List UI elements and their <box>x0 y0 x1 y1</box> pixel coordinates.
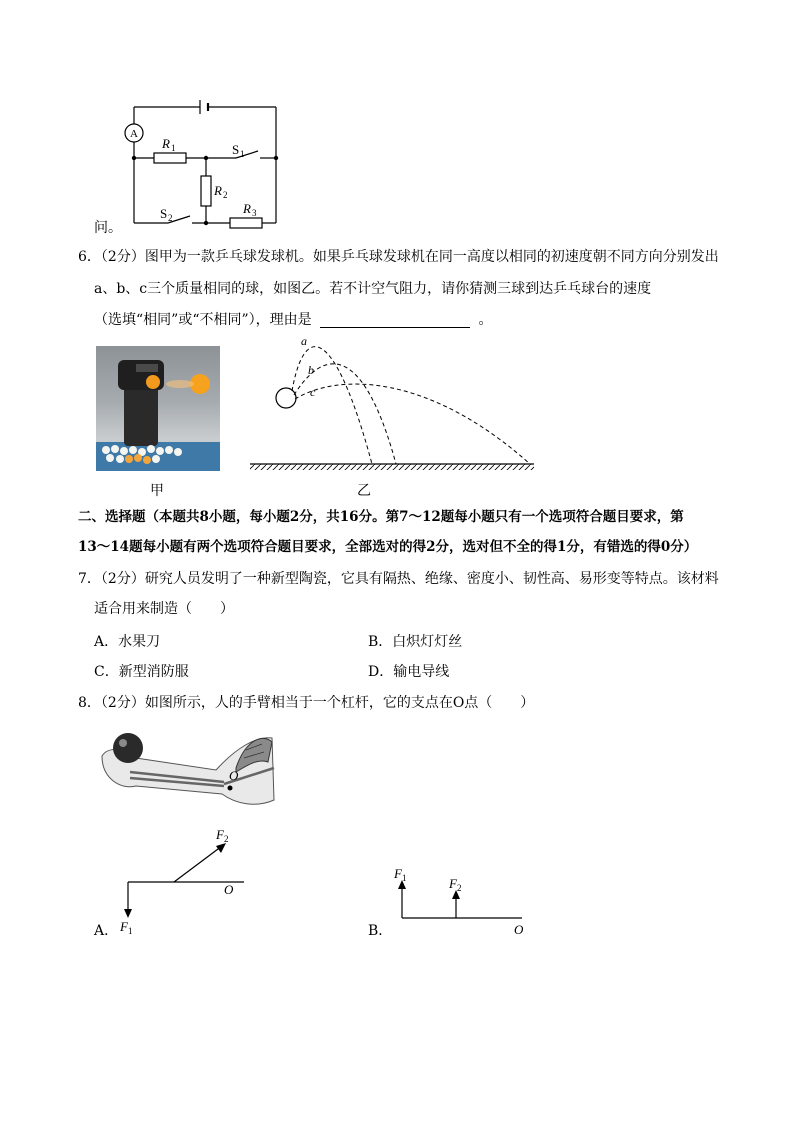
optA-f1-label: F <box>120 919 128 934</box>
s2-sub: 2 <box>168 213 173 223</box>
arm-lever-illustration <box>96 728 276 814</box>
arm-pivot-label: O <box>229 768 239 783</box>
resistor-r1 <box>154 153 186 163</box>
r3-sub: 3 <box>252 208 257 218</box>
trajectory-b <box>294 364 396 464</box>
q6-line1: 6．（2分）图甲为一款乒乓球发球机。如果乒乓球发球机在同一高度以相同的初速度朝不同方向分别发出 <box>78 249 719 265</box>
serve-machine-photo <box>96 346 220 471</box>
q6-line3-text: （选填“相同”或“不相同”），理由是 <box>94 312 312 328</box>
q7-line2: 适合用来制造（ ） <box>94 601 234 617</box>
optB-f2-label: F <box>449 876 457 891</box>
curve-label-a: a <box>301 334 307 348</box>
q8-option-b-diagram <box>388 862 538 936</box>
force-f1-arrow <box>124 909 132 918</box>
optB-o-label: O <box>514 922 524 936</box>
q7-line1: 7．（2分）研究人员发明了一种新型陶瓷，它具有隔热、绝缘、密度小、韧性高、易形变等特点。该材料 <box>78 571 719 587</box>
force-f2-arrow <box>216 843 226 853</box>
q8-option-b-prefix[interactable]: B． <box>368 923 393 939</box>
section2-line2: 13～14题每小题有两个选项符合题目要求，全部选对的得2分，选对但不全的得1分，有错选的得0分） <box>78 539 698 555</box>
q8-option-a-prefix[interactable]: A． <box>94 923 119 939</box>
r2-sub: 2 <box>223 190 228 200</box>
circuit-tail-text: 问。 <box>94 220 122 236</box>
q8-line1: 8．（2分）如图所示，人的手臂相当于一个杠杆，它的支点在O点（ ） <box>78 695 535 711</box>
q7-option-c[interactable]: C．新型消防服 <box>94 664 189 680</box>
r2-label: R <box>214 183 222 198</box>
launch-ball <box>276 388 296 408</box>
s2-label: S <box>160 206 168 221</box>
trajectory-diagram <box>248 333 538 475</box>
resistor-r3 <box>230 218 262 228</box>
ammeter-label: A <box>130 128 138 140</box>
q7-option-b[interactable]: B．白炽灯灯丝 <box>368 634 463 650</box>
r1-sub: 1 <box>171 143 176 153</box>
q6-line2: a、b、c三个质量相同的球，如图乙。若不计空气阻力，请你猜测三球到达乒乓球台的速度 <box>94 281 652 297</box>
r1-label: R <box>162 136 170 151</box>
optB-f1-sub: 1 <box>402 873 407 883</box>
optA-f1-sub: 1 <box>128 926 133 936</box>
curve-label-b: b <box>308 363 314 377</box>
section2-line1: 二、选择题（本题共8小题，每小题2分，共16分。第7～12题每小题只有一个选项符合题目要求，第 <box>78 509 684 525</box>
fig-a-label: 甲 <box>150 483 164 499</box>
optB-f1-label: F <box>394 866 402 881</box>
optA-f2-label: F <box>216 827 224 842</box>
table-hatch <box>250 464 534 470</box>
optB-f2-sub: 2 <box>457 883 462 893</box>
s1-label: S <box>232 142 240 157</box>
q6-line3-end: 。 <box>478 312 493 328</box>
q6-line3 <box>94 310 493 330</box>
trajectory-c <box>295 384 530 464</box>
force-f2-line <box>174 846 222 882</box>
circuit-diagram <box>90 92 300 232</box>
optA-f2-sub: 2 <box>224 834 229 844</box>
q8-option-a-diagram <box>112 826 252 936</box>
s1-sub: 1 <box>240 149 245 159</box>
q7-option-d[interactable]: D．输电导线 <box>368 664 450 680</box>
curve-label-c: c <box>310 385 316 399</box>
r3-label: R <box>243 201 251 216</box>
resistor-r2 <box>201 176 211 206</box>
q7-option-a[interactable]: A．水果刀 <box>94 634 161 650</box>
q6-answer-blank[interactable] <box>320 313 470 328</box>
optA-o-label: O <box>224 882 234 897</box>
serve-machine-drawing <box>96 346 220 471</box>
fig-b-label: 乙 <box>357 483 371 499</box>
